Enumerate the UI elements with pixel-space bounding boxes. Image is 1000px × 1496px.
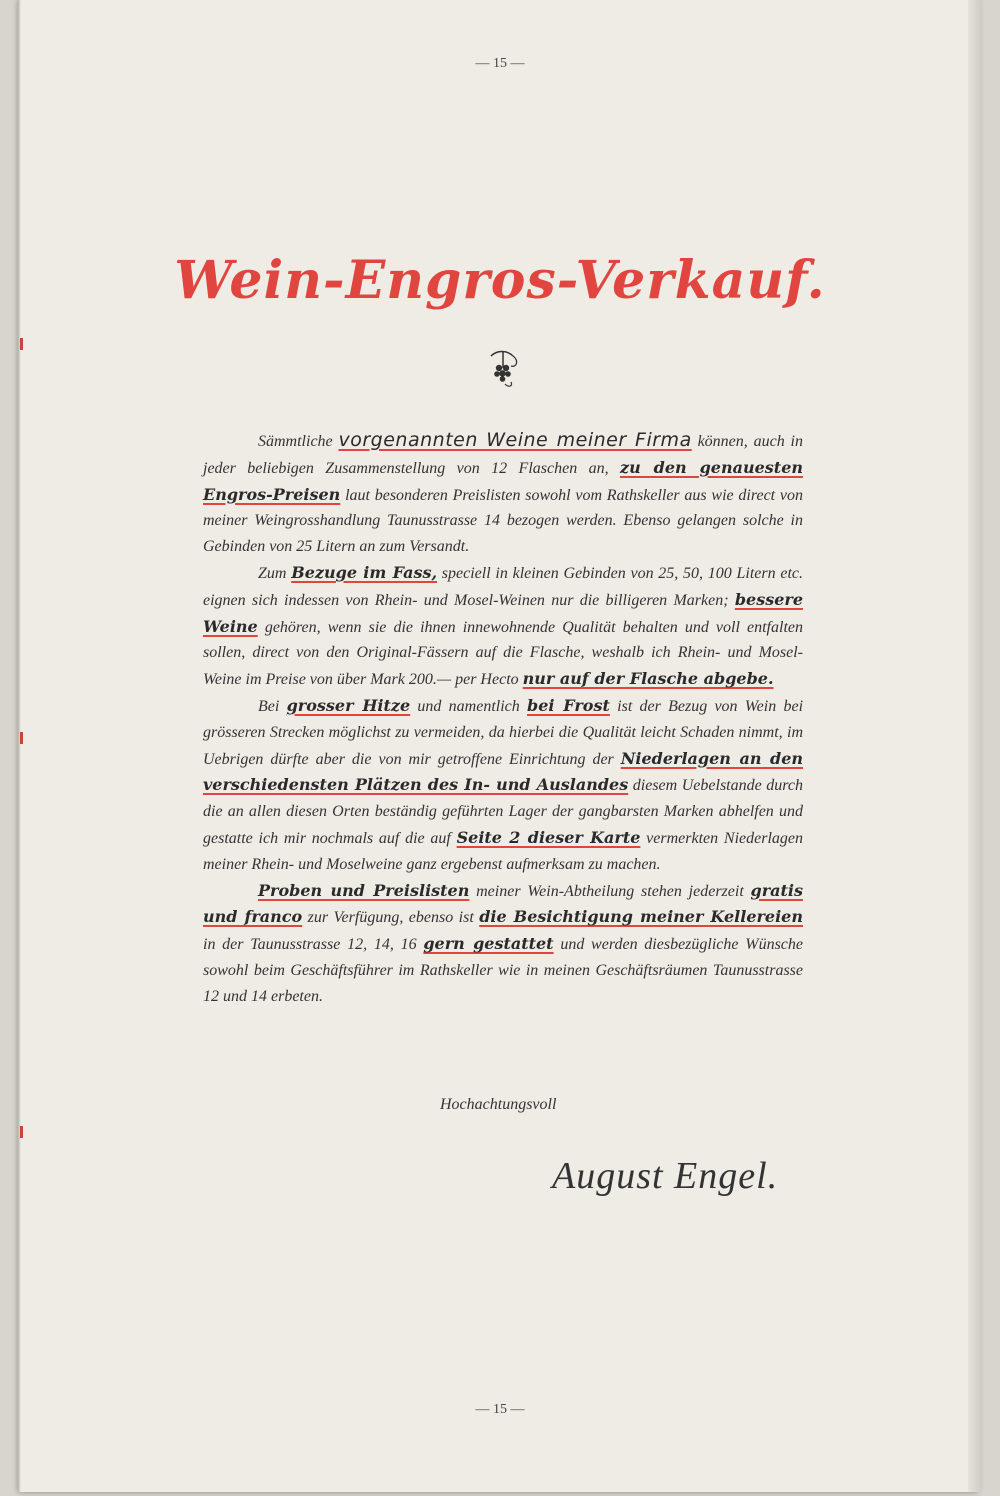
emphasized-phrase: nur auf der Flasche abgebe. (522, 669, 774, 689)
emphasized-phrase: bei Frost (527, 695, 610, 715)
emphasized-phrase: Proben und Preislisten (258, 880, 470, 900)
signature: August Engel. (552, 1155, 779, 1197)
text-run: vermerkten Niederlagen meiner Rhein- und Moselweine ganz ergebenst aufmerksam zu machen. (203, 829, 803, 873)
text-run: Sämmtliche (258, 433, 339, 450)
text-run: in der Taunusstrasse 12, 14, 16 (203, 936, 424, 954)
body-text (203, 428, 803, 1010)
emphasized-phrase: bessere Weine (203, 589, 803, 636)
emphasized-phrase: vorgenannten Weine meiner Firma (338, 429, 692, 451)
text-run: meiner Wein-Abtheilung stehen jederzeit (469, 882, 751, 900)
text-run: diesem Uebelstande durch die an allen diesen Orten beständig geführten Lager der gangbarsten Marken abhelfen und gestatte ich mir nochmals auf die auf (203, 777, 804, 847)
emphasized-phrase: die Besichtigung meiner Kellereien (479, 907, 803, 927)
emphasized-phrase: zu den genauesten Engros-Preisen (203, 457, 804, 504)
page-edge (968, 0, 982, 1492)
page-title: Wein-Engros-Verkauf. (174, 250, 826, 311)
paragraph (203, 878, 803, 1010)
page-number-bottom: — 15 — (475, 1402, 525, 1417)
paragraph (203, 560, 803, 693)
text-run: und werden diesbezügliche Wünsche sowohl beim Geschäftsführer im Rathskeller wie in meinen Geschäftsräumen Taunusstrasse 12 und 14 erbeten. (203, 936, 804, 1005)
text-run: laut besonderen Preislisten sowohl vom Rathskeller aus wie direct von meiner Weingrosshandlung Taunusstrasse 14 bezogen werden. Ebenso gelangen solche in Gebinden von 25 Litern an zum Versandt. (203, 486, 803, 556)
text-run: Zum (258, 564, 292, 582)
emphasized-phrase: gratis und franco (203, 880, 803, 927)
edge-mark (20, 1126, 23, 1138)
text-run: speciell in kleinen Gebinden von 25, 50, 100 Litern etc. eignen sich indessen von Rhein- und Mosel-Weinen nur die billigeren Marken; (203, 564, 804, 609)
emphasized-phrase: Seite 2 dieser Karte (456, 827, 641, 847)
edge-mark (20, 732, 23, 744)
emphasized-phrase: Niederlagen an den verschiedensten Plätzen des In- und Auslandes (203, 748, 804, 795)
edge-mark (20, 338, 23, 350)
grape-vine-ornament-icon (483, 346, 523, 392)
text-run: Bei (258, 697, 287, 715)
closing-phrase: Hochachtungsvoll (440, 1096, 557, 1113)
binding-gutter (18, 0, 21, 1492)
paragraph (203, 693, 803, 878)
text-run: können, auch in jeder beliebigen Zusammenstellung von 12 Flaschen an, (203, 433, 803, 477)
text-run: gehören, wenn sie die ihnen innewohnende Qualität behalten und voll entfalten sollen, direct von den Original-Fässern auf die Flasche, weshalb ich Rhein- und Mosel-Weine im Preise von über Mark 200.— per Hecto (203, 618, 803, 689)
emphasized-phrase: grosser Hitze (286, 695, 411, 715)
emphasized-phrase: gern gestattet (423, 934, 554, 954)
text-run: ist der Bezug von Wein bei grösseren Strecken möglichst zu vermeiden, da hierbei die Qualität leicht Schaden nimmt, im Uebrigen dürfte aber die von mir getroffene Einrichtung der (203, 697, 804, 768)
text-run: zur Verfügung, ebenso ist (302, 909, 480, 927)
text-run: und namentlich (410, 697, 528, 715)
page-number-top: — 15 — (475, 56, 525, 71)
emphasized-phrase: Bezuge im Fass, (291, 562, 438, 582)
paragraph (203, 428, 803, 560)
